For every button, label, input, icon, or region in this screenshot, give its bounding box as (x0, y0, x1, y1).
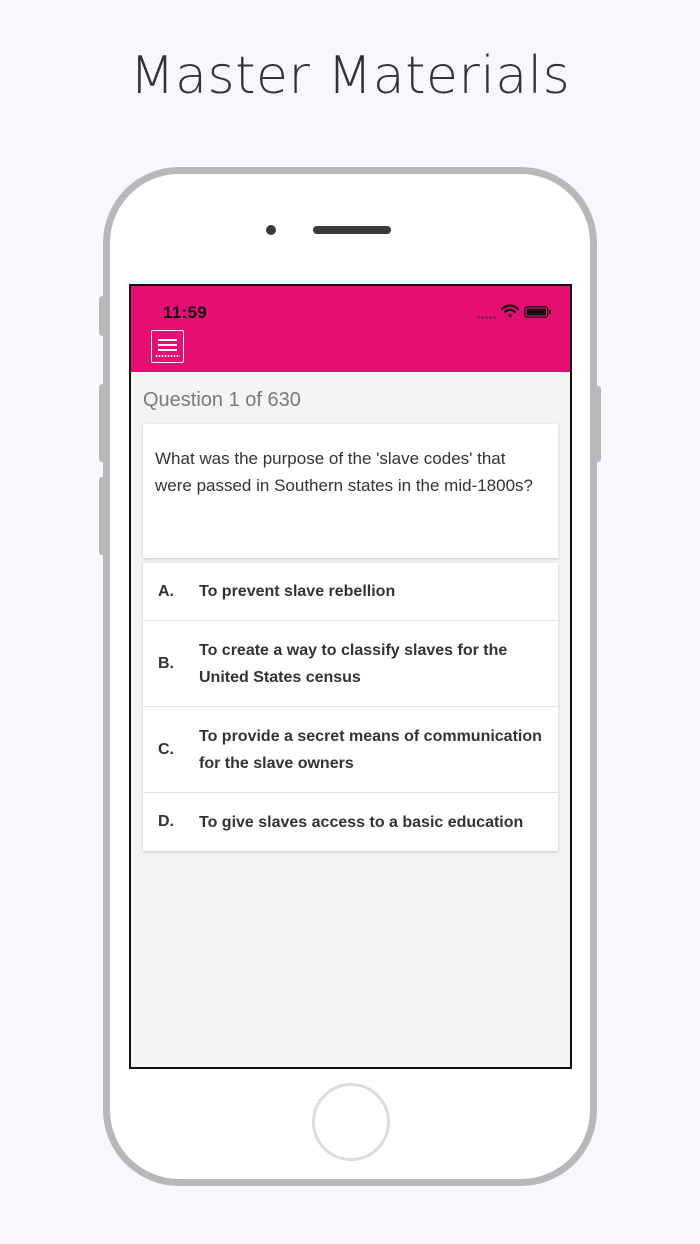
phone-screen (129, 284, 572, 1069)
answer-letter: A. (158, 582, 174, 600)
signal-dots-icon (477, 316, 497, 320)
answer-text: To create a way to classify slaves for the United States census (199, 641, 508, 686)
question-text: What was the purpose of the 'slave codes' that were passed in Southern states in the mid-1800s? (155, 449, 534, 495)
answer-option-d[interactable] (143, 793, 558, 851)
question-card (143, 424, 558, 558)
battery-icon (524, 306, 552, 318)
answer-text: To give slaves access to a basic education (199, 813, 524, 831)
answer-text: To provide a secret means of communication for the slave owners (199, 727, 542, 772)
promo-headline: Master Materials (129, 46, 571, 106)
menu-icon (158, 339, 177, 341)
answer-text: To prevent slave rebellion (199, 583, 396, 600)
home-button[interactable] (312, 1083, 390, 1161)
answer-letter: B. (158, 654, 174, 672)
menu-button[interactable] (151, 330, 184, 363)
earpiece-speaker (313, 226, 391, 234)
front-camera (266, 225, 276, 235)
question-counter: Question 1 of 630 (143, 389, 301, 411)
answer-letter: C. (158, 740, 174, 758)
answer-list (143, 563, 558, 851)
answer-option-c[interactable] (143, 707, 558, 793)
answer-option-b[interactable] (143, 621, 558, 707)
status-time: 11:59 (163, 303, 208, 322)
answer-option-a[interactable] (143, 563, 558, 621)
app-bar (131, 286, 570, 372)
wifi-icon (501, 304, 519, 318)
answer-letter: D. (158, 813, 174, 830)
